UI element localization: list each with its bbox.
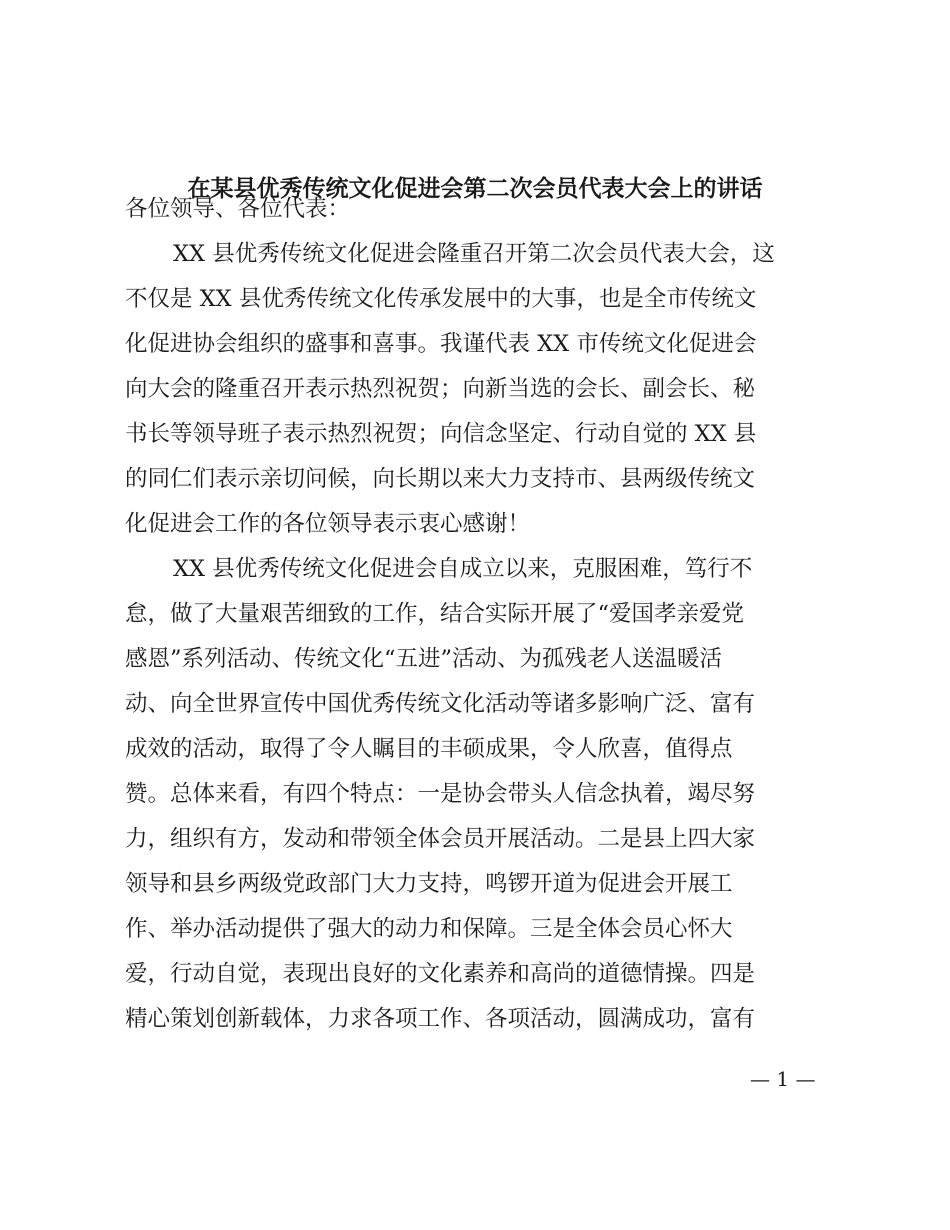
paragraph-2-line: 领导和县乡两级党政部门大力支持，鸣锣开道为促进会开展工 — [125, 871, 733, 897]
salutation: 各位领导、各位代表： — [125, 196, 351, 222]
paragraph-1-line: XX 县优秀传统文化促进会隆重召开第二次会员代表大会，这 — [173, 241, 775, 267]
paragraph-1-line: 化促进协会组织的盛事和喜事。我谨代表 XX 市传统文化促进会 — [125, 331, 757, 357]
paragraph-1-line: 向大会的隆重召开表示热烈祝贺；向新当选的会长、副会长、秘 — [125, 376, 756, 402]
paragraph-2-line: 怠，做了大量艰苦细致的工作，结合实际开展了“爱国孝亲爱党 — [125, 601, 745, 627]
paragraph-2-line: 赞。总体来看，有四个特点：一是协会带头人信念执着，竭尽努 — [125, 781, 756, 807]
page-number: — 1 — — [750, 1067, 816, 1091]
paragraph-1-line: 化促进会工作的各位领导表示衷心感谢！ — [125, 511, 531, 537]
paragraph-2-line: XX 县优秀传统文化促进会自成立以来，克服困难，笃行不 — [173, 556, 753, 582]
paragraph-1-line: 不仅是 XX 县优秀传统文化传承发展中的大事，也是全市传统文 — [125, 286, 757, 312]
paragraph-2-line: 作、举办活动提供了强大的动力和保障。三是全体会员心怀大 — [125, 916, 733, 942]
paragraph-1-line: 书长等领导班子表示热烈祝贺；向信念坚定、行动自觉的 XX 县 — [125, 421, 757, 447]
paragraph-2-line: 爱，行动自觉，表现出良好的文化素养和高尚的道德情操。四是 — [125, 961, 756, 987]
paragraph-2-line: 力，组织有方，发动和带领全体会员开展活动。二是县上四大家 — [125, 826, 756, 852]
paragraph-2-line: 动、向全世界宣传中国优秀传统文化活动等诸多影响广泛、富有 — [125, 691, 756, 717]
paragraph-2-line: 成效的活动，取得了令人瞩目的丰硕成果，令人欣喜，值得点 — [125, 736, 733, 762]
document-title: 在某县优秀传统文化促进会第二次会员代表大会上的讲话 — [187, 175, 763, 202]
paragraph-2-line: 感恩”系列活动、传统文化“五进”活动、为孤残老人送温暖活 — [125, 646, 723, 672]
paragraph-2-line: 精心策划创新载体，力求各项工作、各项活动，圆满成功，富有 — [125, 1006, 756, 1032]
body-text — [125, 187, 825, 1042]
paragraph-1-line: 的同仁们表示亲切问候，向长期以来大力支持市、县两级传统文 — [125, 466, 756, 492]
